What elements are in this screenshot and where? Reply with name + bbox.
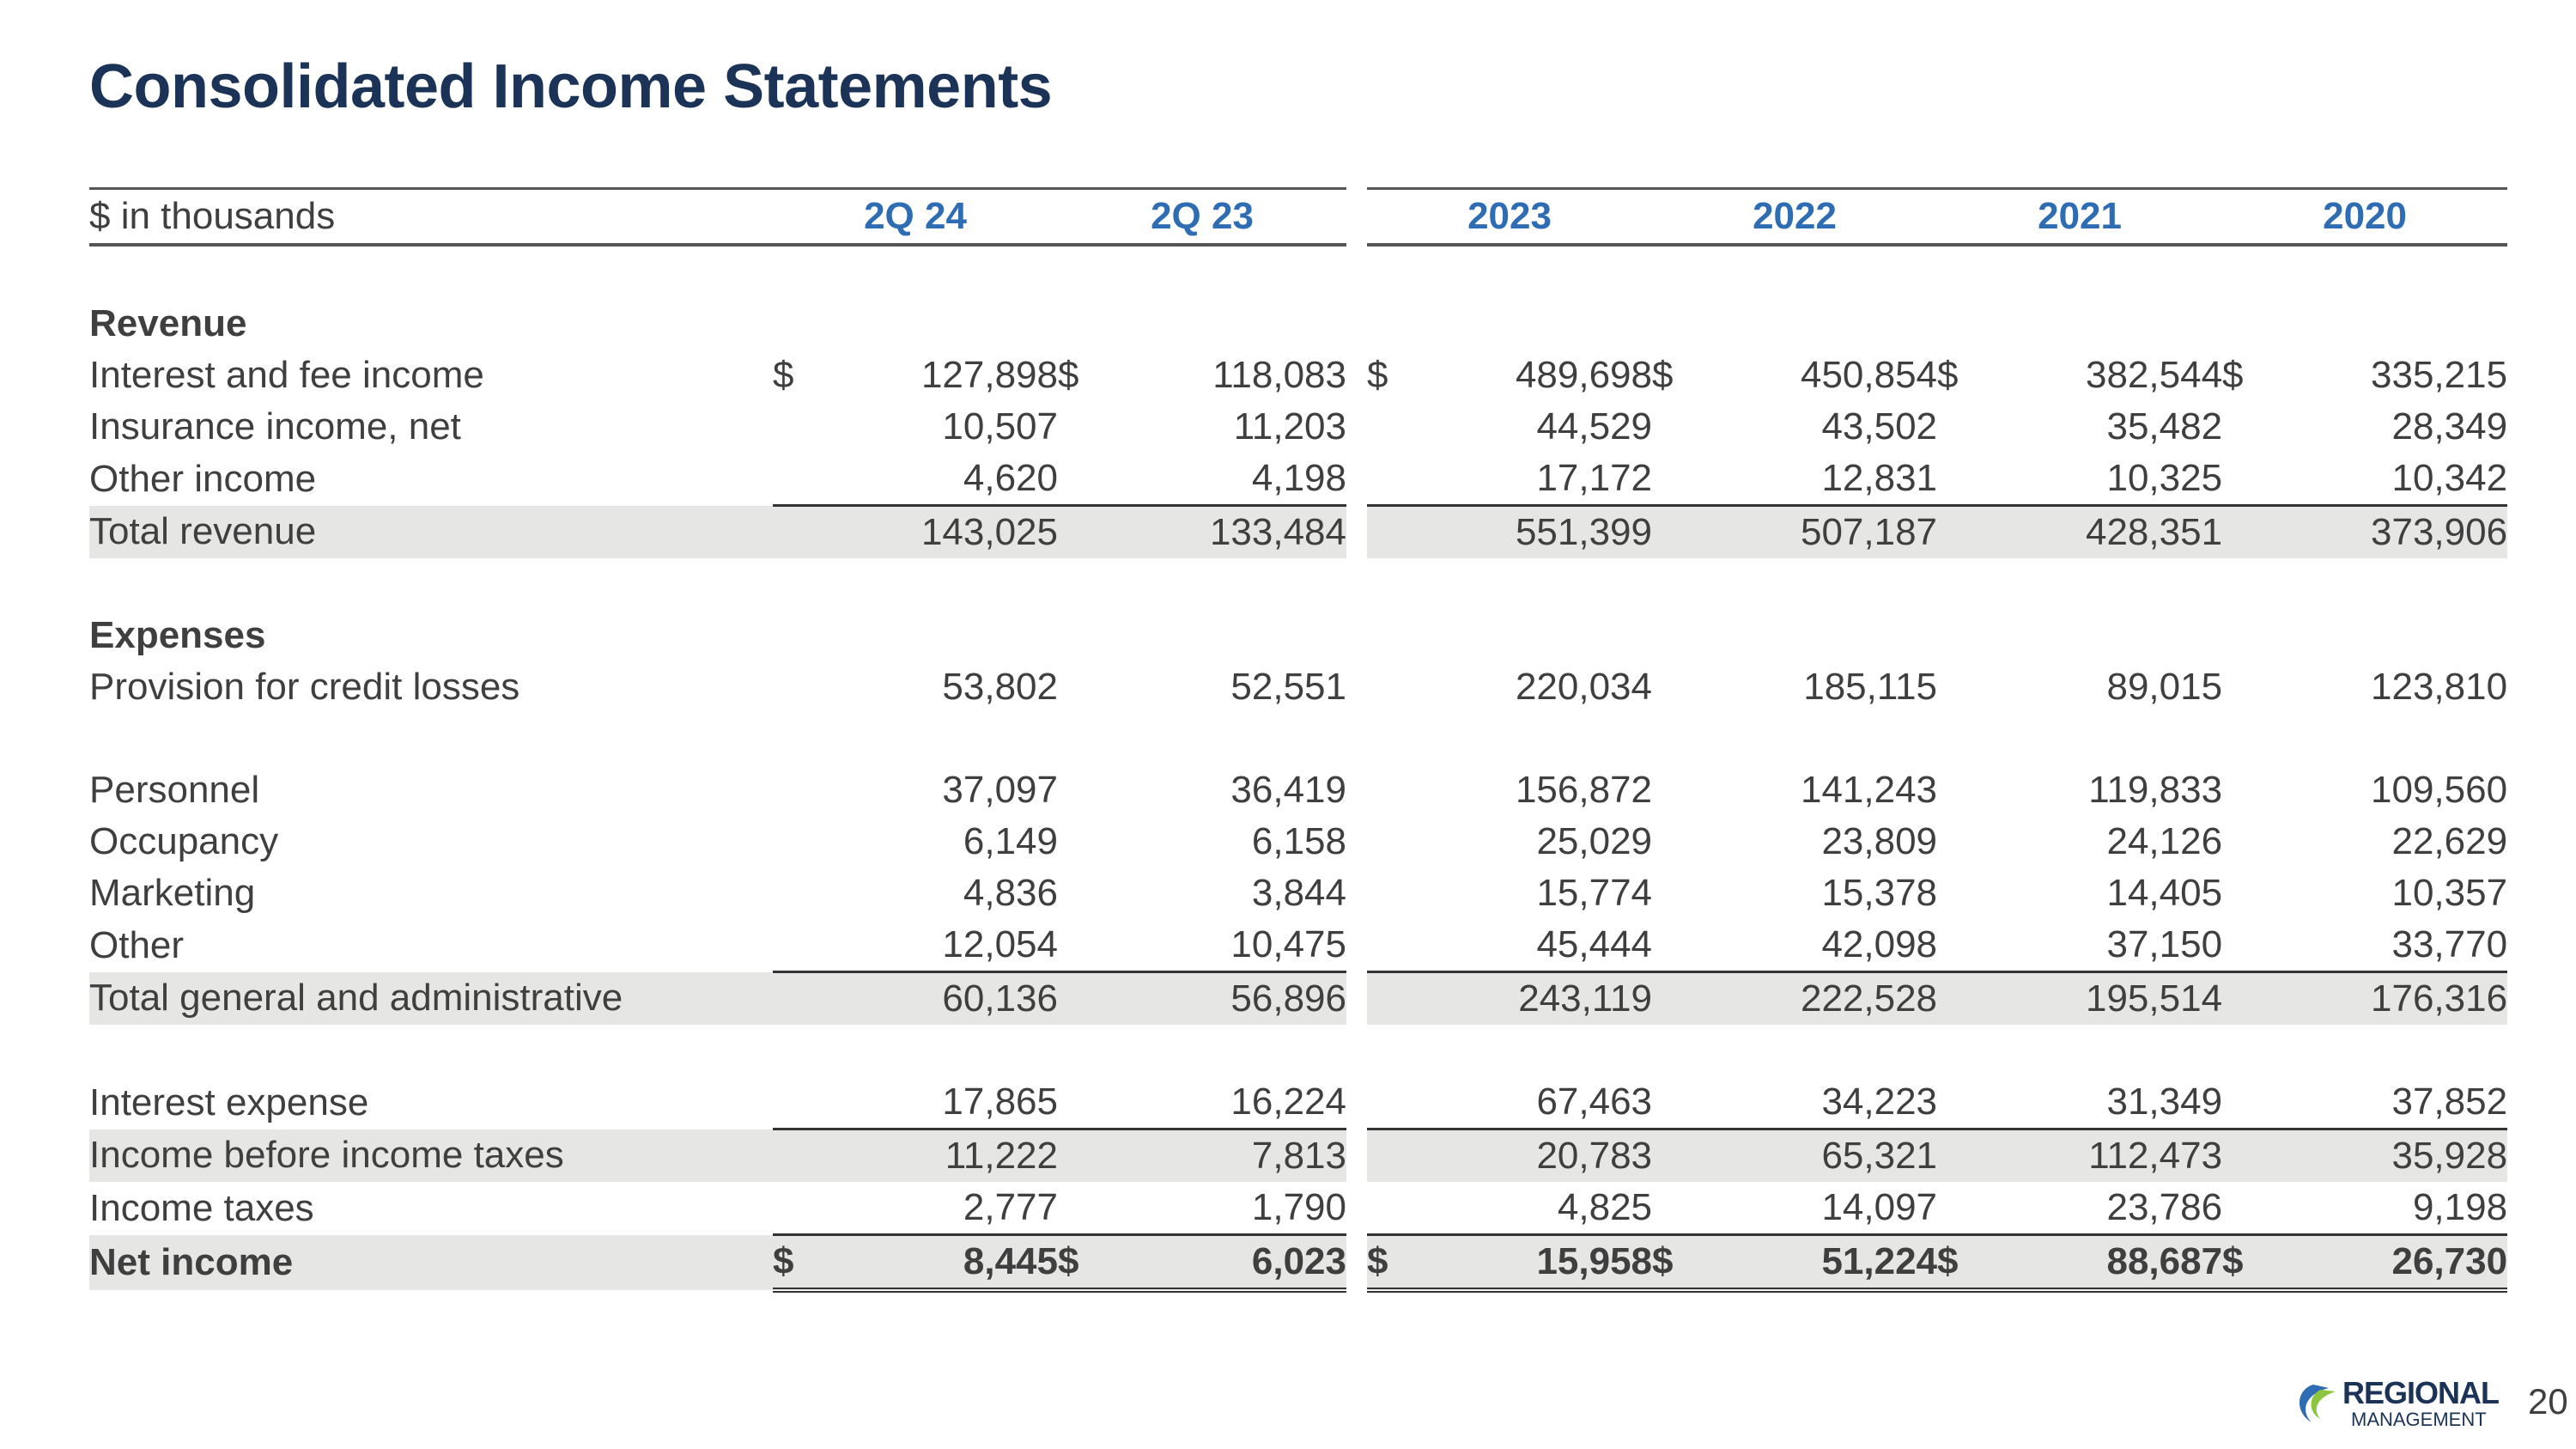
row-block — [89, 1076, 2507, 1129]
currency-symbol — [773, 816, 836, 868]
value-cell: 51,224 — [1716, 1235, 1937, 1291]
value-cell: 15,774 — [1536, 872, 1653, 914]
currency-symbol — [773, 506, 836, 559]
value-cell: 4,825 — [1557, 1186, 1653, 1228]
table-row — [89, 1129, 2507, 1183]
value-cell: 44,529 — [1536, 405, 1653, 447]
value-cell: 14,097 — [1821, 1186, 1938, 1228]
value-cell: 118,083 — [1212, 354, 1346, 396]
currency-symbol — [2222, 453, 2286, 506]
value-cell: 222,528 — [1716, 972, 1937, 1026]
row-block — [89, 350, 2507, 401]
value-cell: 22,629 — [2391, 820, 2508, 862]
table-row — [89, 868, 2507, 919]
currency-symbol — [1937, 661, 2001, 713]
row-label: Income taxes — [89, 1186, 314, 1229]
currency-symbol — [773, 661, 836, 713]
currency-symbol: $ — [2222, 354, 2244, 396]
value-cell: 141,243 — [1800, 769, 1938, 811]
currency-symbol — [1058, 1182, 1121, 1235]
row-block — [89, 661, 2507, 713]
currency-symbol — [2222, 661, 2286, 713]
value-cell: 6,158 — [1251, 820, 1346, 862]
value-cell: 28,349 — [2391, 405, 2508, 447]
currency-symbol — [1367, 661, 1431, 713]
value-cell: 10,357 — [2391, 872, 2508, 914]
value-cell: 33,770 — [2391, 923, 2508, 965]
currency-symbol: $ — [1937, 1235, 2001, 1291]
currency-symbol: $ — [1367, 354, 1388, 396]
row-block — [89, 764, 2507, 816]
row-label: Net income — [89, 1235, 773, 1291]
currency-symbol: $ — [1058, 354, 1079, 396]
value-cell: 6,149 — [963, 820, 1058, 862]
value-cell: 123,810 — [2371, 666, 2508, 708]
value-cell: 12,831 — [1821, 457, 1938, 499]
currency-symbol: $ — [1367, 1235, 1431, 1291]
col-header: 2021 — [1937, 189, 2222, 246]
currency-symbol — [1367, 1182, 1431, 1235]
currency-symbol: $ — [1652, 1235, 1716, 1291]
value-cell: 16,224 — [1230, 1081, 1346, 1123]
col-header: 2020 — [2222, 189, 2507, 246]
currency-symbol — [1058, 764, 1121, 816]
currency-symbol — [1937, 868, 2001, 919]
swoosh-accent-icon — [2312, 1390, 2336, 1419]
row-label: Other — [89, 923, 185, 966]
col-header: 2022 — [1652, 189, 1937, 246]
value-cell: 9,198 — [2412, 1186, 2508, 1228]
currency-symbol — [1937, 506, 2001, 559]
row-block — [89, 972, 2507, 1026]
row-label: Provision for credit losses — [89, 666, 520, 708]
currency-symbol — [2222, 401, 2286, 453]
value-cell: 25,029 — [1536, 820, 1653, 862]
row-block — [89, 1235, 2507, 1291]
currency-symbol — [1937, 1182, 2001, 1235]
currency-symbol — [1367, 816, 1431, 868]
row-label: Other income — [89, 457, 317, 500]
currency-symbol: $ — [773, 1235, 836, 1291]
value-cell: 53,802 — [942, 666, 1058, 708]
currency-symbol — [773, 919, 836, 972]
currency-symbol — [1058, 816, 1121, 868]
value-cell: 52,551 — [1230, 666, 1346, 708]
value-cell: 15,378 — [1821, 872, 1938, 914]
currency-symbol — [1652, 453, 1716, 506]
value-cell: 65,321 — [1716, 1129, 1937, 1183]
value-cell: 109,560 — [2371, 769, 2508, 811]
value-cell: 373,906 — [2286, 506, 2507, 559]
value-cell: 220,034 — [1515, 666, 1653, 708]
table-row — [89, 661, 2507, 713]
value-cell: 2,777 — [963, 1186, 1058, 1228]
value-cell: 10,342 — [2391, 457, 2508, 499]
table-row — [89, 764, 2507, 816]
row-block — [89, 1129, 2507, 1183]
units-label: $ in thousands — [89, 189, 773, 246]
value-cell: 37,150 — [2106, 923, 2223, 965]
currency-symbol: $ — [2222, 1235, 2286, 1291]
value-cell: 34,223 — [1821, 1081, 1938, 1123]
value-cell: 88,687 — [2001, 1235, 2222, 1291]
currency-symbol — [2222, 1076, 2286, 1129]
row-label: Interest and fee income — [89, 354, 484, 396]
value-cell: 31,349 — [2106, 1081, 2223, 1123]
value-cell: 3,844 — [1251, 872, 1346, 914]
logo-subtitle: MANAGEMENT — [2351, 1409, 2487, 1430]
value-cell: 176,316 — [2286, 972, 2507, 1026]
currency-symbol — [773, 764, 836, 816]
value-cell: 37,852 — [2391, 1081, 2508, 1123]
row-block — [89, 868, 2507, 919]
value-cell: 14,405 — [2106, 872, 2223, 914]
currency-symbol — [1058, 1129, 1121, 1183]
currency-symbol — [2222, 764, 2286, 816]
value-cell: 10,475 — [1230, 923, 1346, 965]
value-cell: 15,958 — [1431, 1235, 1652, 1291]
table-row — [89, 816, 2507, 868]
currency-symbol — [2222, 919, 2286, 972]
currency-symbol — [1058, 1076, 1121, 1129]
logo-wordmark: REGIONAL — [2342, 1375, 2500, 1410]
row-block — [89, 1182, 2507, 1235]
col-header: 2Q 24 — [773, 189, 1058, 246]
value-cell: 24,126 — [2106, 820, 2223, 862]
currency-symbol — [2222, 972, 2286, 1026]
row-label: Marketing — [89, 872, 256, 914]
value-cell: 36,419 — [1230, 769, 1346, 811]
value-cell: 17,865 — [942, 1081, 1058, 1123]
currency-symbol — [1937, 764, 2001, 816]
value-cell: 382,544 — [2085, 354, 2223, 396]
currency-symbol — [1367, 764, 1431, 816]
currency-symbol — [2222, 816, 2286, 868]
row-label: Insurance income, net — [89, 405, 461, 447]
section-row — [89, 610, 2507, 661]
value-cell: 11,222 — [836, 1129, 1058, 1183]
currency-symbol — [1937, 401, 2001, 453]
value-cell: 37,097 — [942, 769, 1058, 811]
section-label: Expenses — [89, 614, 266, 656]
value-cell: 507,187 — [1716, 506, 1937, 559]
value-cell: 60,136 — [836, 972, 1058, 1026]
currency-symbol — [1652, 401, 1716, 453]
row-label: Total general and administrative — [89, 972, 773, 1026]
currency-symbol — [773, 972, 836, 1026]
col-header: 2Q 23 — [1058, 189, 1346, 246]
row-block — [89, 919, 2507, 972]
value-cell: 42,098 — [1821, 923, 1938, 965]
table-row — [89, 453, 2507, 506]
currency-symbol — [1652, 1182, 1716, 1235]
value-cell: 23,786 — [2106, 1186, 2223, 1228]
currency-symbol — [773, 453, 836, 506]
value-cell: 133,484 — [1121, 506, 1346, 559]
value-cell: 156,872 — [1515, 769, 1653, 811]
page-number: 20 — [2528, 1381, 2568, 1422]
value-cell: 551,399 — [1431, 506, 1652, 559]
value-cell: 67,463 — [1536, 1081, 1653, 1123]
currency-symbol — [1652, 506, 1716, 559]
table-row — [89, 350, 2507, 401]
value-cell: 89,015 — [2106, 666, 2223, 708]
currency-symbol — [1367, 506, 1431, 559]
currency-symbol — [1937, 453, 2001, 506]
col-header: 2023 — [1367, 189, 1652, 246]
value-cell: 35,928 — [2286, 1129, 2507, 1183]
value-cell: 4,620 — [963, 457, 1058, 499]
row-label: Income before income taxes — [89, 1129, 773, 1183]
value-cell: 12,054 — [942, 923, 1058, 965]
currency-symbol — [1058, 506, 1121, 559]
table-row — [89, 1076, 2507, 1129]
currency-symbol — [1652, 764, 1716, 816]
currency-symbol — [1937, 919, 2001, 972]
value-cell: 56,896 — [1121, 972, 1346, 1026]
currency-symbol — [1367, 453, 1431, 506]
value-cell: 35,482 — [2106, 405, 2223, 447]
value-cell: 112,473 — [2001, 1129, 2222, 1183]
currency-symbol — [1367, 919, 1431, 972]
value-cell: 127,898 — [920, 354, 1058, 396]
currency-symbol — [1367, 1076, 1431, 1129]
value-cell: 17,172 — [1536, 457, 1653, 499]
value-cell: 43,502 — [1821, 405, 1938, 447]
currency-symbol — [1058, 453, 1121, 506]
currency-symbol — [1937, 1129, 2001, 1183]
value-cell: 8,445 — [836, 1235, 1058, 1291]
row-label: Interest expense — [89, 1081, 369, 1123]
value-cell: 10,507 — [942, 405, 1058, 447]
currency-symbol — [773, 1076, 836, 1129]
currency-symbol: $ — [1652, 354, 1674, 396]
value-cell: 20,783 — [1431, 1129, 1652, 1183]
currency-symbol — [1058, 401, 1121, 453]
value-cell: 26,730 — [2286, 1235, 2507, 1291]
value-cell: 10,325 — [2106, 457, 2223, 499]
currency-symbol: $ — [1937, 354, 1959, 396]
currency-symbol — [1652, 1129, 1716, 1183]
section-row — [89, 298, 2507, 350]
value-cell: 335,215 — [2371, 354, 2508, 396]
value-cell: 243,119 — [1431, 972, 1652, 1026]
currency-symbol — [1652, 868, 1716, 919]
value-cell: 428,351 — [2001, 506, 2222, 559]
table-row — [89, 506, 2507, 559]
row-block — [89, 453, 2507, 506]
value-cell: 1,790 — [1251, 1186, 1346, 1228]
table-row — [89, 919, 2507, 972]
currency-symbol — [2222, 1182, 2286, 1235]
currency-symbol — [1058, 868, 1121, 919]
value-cell: 23,809 — [1821, 820, 1938, 862]
header-row — [89, 189, 2507, 246]
currency-symbol — [2222, 1129, 2286, 1183]
currency-symbol — [1652, 972, 1716, 1026]
value-cell: 6,023 — [1121, 1235, 1346, 1291]
currency-symbol — [2222, 868, 2286, 919]
currency-symbol — [1367, 972, 1431, 1026]
currency-symbol — [1367, 401, 1431, 453]
currency-symbol — [1652, 816, 1716, 868]
currency-symbol — [1652, 661, 1716, 713]
page-title: Consolidated Income Statements — [89, 52, 1053, 121]
row-block — [89, 401, 2507, 453]
currency-symbol — [1058, 972, 1121, 1026]
currency-symbol — [1058, 661, 1121, 713]
value-cell: 195,514 — [2001, 972, 2222, 1026]
currency-symbol — [1937, 816, 2001, 868]
table-row — [89, 401, 2507, 453]
value-cell: 4,836 — [963, 872, 1058, 914]
section-label: Revenue — [89, 302, 247, 344]
currency-symbol — [1937, 1076, 2001, 1129]
currency-symbol — [1937, 972, 2001, 1026]
value-cell: 489,698 — [1515, 354, 1653, 396]
currency-symbol — [773, 1182, 836, 1235]
row-label: Personnel — [89, 769, 260, 811]
currency-symbol — [2222, 506, 2286, 559]
table-row — [89, 1235, 2507, 1291]
value-cell: 4,198 — [1251, 457, 1346, 499]
value-cell: 45,444 — [1536, 923, 1653, 965]
currency-symbol: $ — [773, 354, 794, 396]
currency-symbol — [1367, 1129, 1431, 1183]
row-block — [89, 506, 2507, 559]
value-cell: 143,025 — [836, 506, 1058, 559]
currency-symbol — [1652, 1076, 1716, 1129]
currency-symbol — [1652, 919, 1716, 972]
value-cell: 185,115 — [1803, 666, 1938, 708]
currency-symbol — [773, 868, 836, 919]
value-cell: 450,854 — [1800, 354, 1938, 396]
currency-symbol — [1058, 919, 1121, 972]
value-cell: 119,833 — [2088, 769, 2223, 811]
row-block — [89, 816, 2507, 868]
table-row — [89, 972, 2507, 1026]
value-cell: 11,203 — [1233, 405, 1346, 447]
value-cell: 7,813 — [1121, 1129, 1346, 1183]
row-label: Total revenue — [89, 506, 773, 559]
currency-symbol — [773, 401, 836, 453]
table-row — [89, 1182, 2507, 1235]
currency-symbol — [1367, 868, 1431, 919]
row-label: Occupancy — [89, 820, 279, 862]
currency-symbol — [773, 1129, 836, 1183]
currency-symbol: $ — [1058, 1235, 1121, 1291]
income-statement-table — [89, 187, 2507, 1293]
